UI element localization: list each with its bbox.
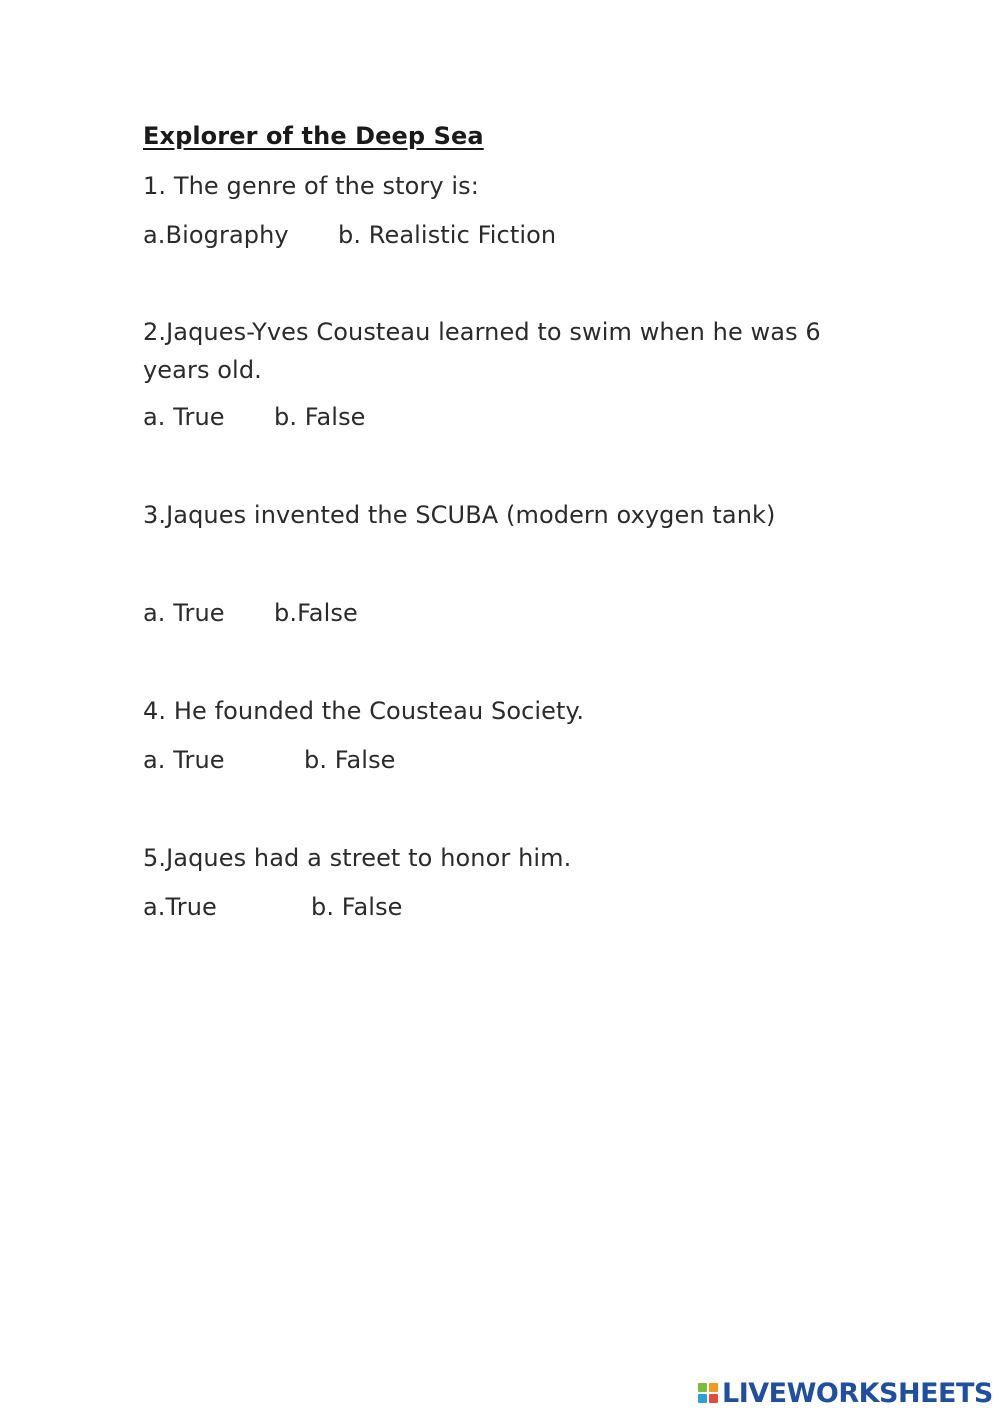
- question-2-option-b[interactable]: b. False: [274, 403, 366, 431]
- question-5-option-a[interactable]: a.True: [143, 893, 217, 921]
- question-4-option-a[interactable]: a. True: [143, 746, 225, 774]
- question-5-option-b[interactable]: b. False: [311, 893, 403, 921]
- question-2-options: [143, 399, 743, 435]
- liveworksheets-logo-icon: [698, 1383, 718, 1403]
- question-4-options: [143, 742, 743, 778]
- liveworksheets-logo: [698, 1376, 993, 1410]
- question-2-option-a[interactable]: a. True: [143, 403, 225, 431]
- question-1-options: [143, 217, 743, 253]
- question-5-options: [143, 889, 743, 925]
- question-3-option-b[interactable]: b.False: [274, 599, 358, 627]
- question-4-option-b[interactable]: b. False: [304, 746, 396, 774]
- question-3-options: [143, 595, 743, 631]
- question-1-option-b[interactable]: b. Realistic Fiction: [338, 221, 557, 249]
- question-4-prompt: 4. He founded the Cousteau Society.: [143, 697, 585, 725]
- question-5-prompt: 5.Jaques had a street to honor him.: [143, 844, 572, 872]
- question-1-prompt: 1. The genre of the story is:: [143, 172, 479, 200]
- question-1-option-a[interactable]: a.Biography: [143, 221, 289, 249]
- question-2-prompt: 2.Jaques-Yves Cousteau learned to swim when he was 6 years old.: [143, 318, 821, 384]
- liveworksheets-logo-text: LIVEWORKSHEETS: [722, 1377, 993, 1409]
- question-3-option-a[interactable]: a. True: [143, 599, 225, 627]
- worksheet-title: Explorer of the Deep Sea: [143, 122, 484, 150]
- question-3-prompt: 3.Jaques invented the SCUBA (modern oxygen tank): [143, 501, 776, 529]
